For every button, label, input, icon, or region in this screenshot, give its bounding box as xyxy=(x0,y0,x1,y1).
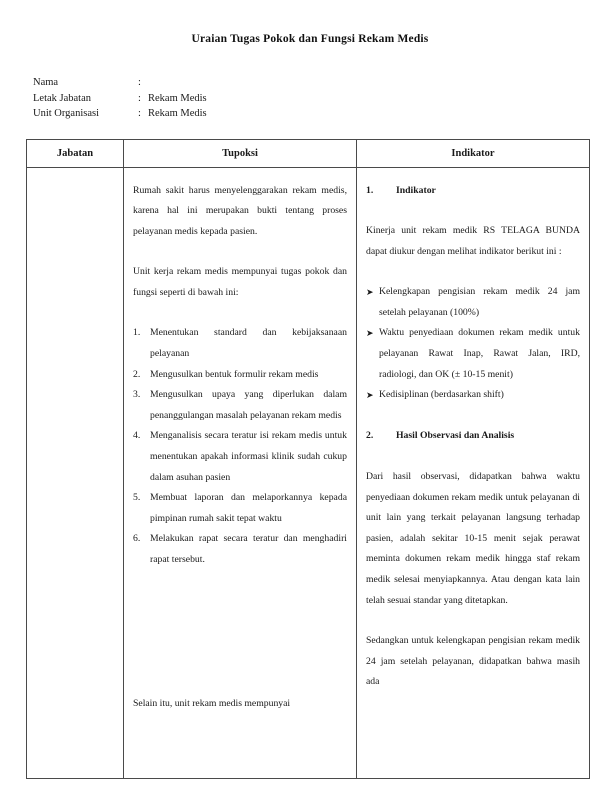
metadata-label-nama: Nama xyxy=(33,77,59,88)
section-title: Indikator xyxy=(396,184,436,196)
column-header-tupoksi: Tupoksi xyxy=(124,139,357,167)
table-row xyxy=(27,167,590,778)
cell-indikator-content xyxy=(357,168,589,778)
cell-tupoksi-content xyxy=(124,168,356,778)
list-item-text: Membuat laporan dan melaporkannya kepada pimpinan rumah sakit tepat waktu xyxy=(150,492,347,524)
list-item xyxy=(366,385,580,406)
arrow-bullet-icon: ➤ xyxy=(366,328,374,339)
indikator-bullet-list xyxy=(366,282,580,406)
list-item xyxy=(366,323,580,385)
tupoksi-spacer xyxy=(133,674,347,695)
metadata-colon-unit-organisasi: : xyxy=(138,108,141,119)
metadata-label-letak-jabatan: Letak Jabatan xyxy=(33,92,92,104)
metadata-row-letak-jabatan xyxy=(33,91,600,107)
list-item-number: 3. xyxy=(133,389,141,401)
section-number: 2. xyxy=(366,430,374,442)
list-item-number: 4. xyxy=(133,430,141,442)
metadata-colon-letak-jabatan: : xyxy=(138,92,141,104)
list-item-text: Melakukan rapat secara teratur dan menghadiri rapat tersebut. xyxy=(150,533,347,565)
section-number: 1. xyxy=(366,184,374,196)
list-item xyxy=(133,529,347,570)
arrow-bullet-icon: ➤ xyxy=(366,390,374,401)
metadata-value-unit-organisasi: Rekam Medis xyxy=(148,108,207,119)
metadata-colon-nama: : xyxy=(138,77,141,88)
indikator-section-2-heading xyxy=(366,426,580,447)
tupoksi-paragraph-1: Rumah sakit harus menyelenggarakan rekam medis, karena hal ini merupakan bukti tentang proses pelayanan medis kepada pasien. xyxy=(133,184,347,237)
tupoksi-spacer xyxy=(133,632,347,653)
page-title: Uraian Tugas Pokok dan Fungsi Rekam Medis xyxy=(191,33,429,45)
indikator-paragraph-1: Kinerja unit rekam medik RS TELAGA BUNDA dapat diukur dengan melihat indikator berikut ini : xyxy=(366,225,580,257)
tupoksi-spacer xyxy=(133,653,347,674)
arrow-bullet-icon: ➤ xyxy=(366,287,374,298)
list-item-text: Mengusulkan bentuk formulir rekam medis xyxy=(150,368,319,380)
list-item-number: 1. xyxy=(133,327,141,339)
list-item xyxy=(133,426,347,488)
cell-tupoksi xyxy=(124,167,357,778)
header-metadata xyxy=(0,75,600,122)
list-item xyxy=(133,365,347,386)
list-item-text: Menentukan standard dan kebijaksanaan pelayanan xyxy=(150,327,347,360)
list-item-text: Waktu penyediaan dokumen rekam medik untuk pelayanan Rawat Inap, Rawat Jalan, IRD, radiologi, dan OK (± 10-15 menit) xyxy=(379,327,580,380)
metadata-row-nama xyxy=(33,75,600,91)
list-item-number: 6. xyxy=(133,533,141,545)
list-item-number: 2. xyxy=(133,368,141,380)
list-item-text: Kedisiplinan (berdasarkan shift) xyxy=(379,389,504,401)
table-header-row xyxy=(27,139,590,167)
metadata-label-unit-organisasi: Unit Organisasi xyxy=(33,108,100,119)
cell-jabatan xyxy=(27,167,124,778)
tupoksi-table-container xyxy=(0,139,600,779)
metadata-value-letak-jabatan: Rekam Medis xyxy=(148,92,207,104)
list-item xyxy=(366,282,580,323)
indikator-paragraph-2: Dari hasil observasi, didapatkan bahwa waktu penyediaan dokumen rekam medik untuk pelayanan di unit lain yang terkait pelayanan langsung terhadap pasien, adalah sekitar 10-15 menit sejak perawat meminta dokumen rekam medik hingga staf rekam medik selesai menyiapkannya. Atau dengan kata lain telah sesuai standar yang ditetapkan. xyxy=(366,471,580,606)
tupoksi-paragraph-3: Selain itu, unit rekam medis mempunyai xyxy=(133,698,291,710)
list-item-number: 5. xyxy=(133,492,141,504)
list-item xyxy=(133,488,347,529)
section-title: Hasil Observasi dan Analisis xyxy=(396,430,515,442)
cell-indikator xyxy=(357,167,590,778)
list-item-text: Mengusulkan upaya yang diperlukan dalam penanggulangan masalah pelayanan rekam medis xyxy=(150,389,347,421)
metadata-row-unit-organisasi xyxy=(33,106,600,122)
indikator-paragraph-3: Sedangkan untuk kelengkapan pengisian rekam medik 24 jam setelah pelayanan, didapatkan bahwa masih ada xyxy=(366,635,580,688)
tupoksi-spacer xyxy=(133,571,347,592)
tupoksi-spacer xyxy=(133,591,347,612)
tupoksi-paragraph-2: Unit kerja rekam medis mempunyai tugas pokok dan fungsi seperti di bawah ini: xyxy=(133,266,347,298)
list-item-text: Kelengkapan pengisian rekam medik 24 jam setelah pelayanan (100%) xyxy=(379,286,580,318)
tupoksi-numbered-list xyxy=(133,323,347,570)
list-item-text: Menganalisis secara teratur isi rekam medis untuk menentukan apakah informasi klinik sudah cukup dalam asuhan pasien xyxy=(150,430,347,483)
tupoksi-table xyxy=(26,139,590,779)
indikator-spacer xyxy=(366,406,580,427)
column-header-indikator: Indikator xyxy=(357,139,590,167)
list-item xyxy=(133,385,347,426)
column-header-jabatan: Jabatan xyxy=(27,139,124,167)
list-item xyxy=(133,323,347,364)
indikator-section-1-heading xyxy=(366,181,580,202)
cell-jabatan-content xyxy=(27,168,123,778)
tupoksi-spacer xyxy=(133,612,347,633)
